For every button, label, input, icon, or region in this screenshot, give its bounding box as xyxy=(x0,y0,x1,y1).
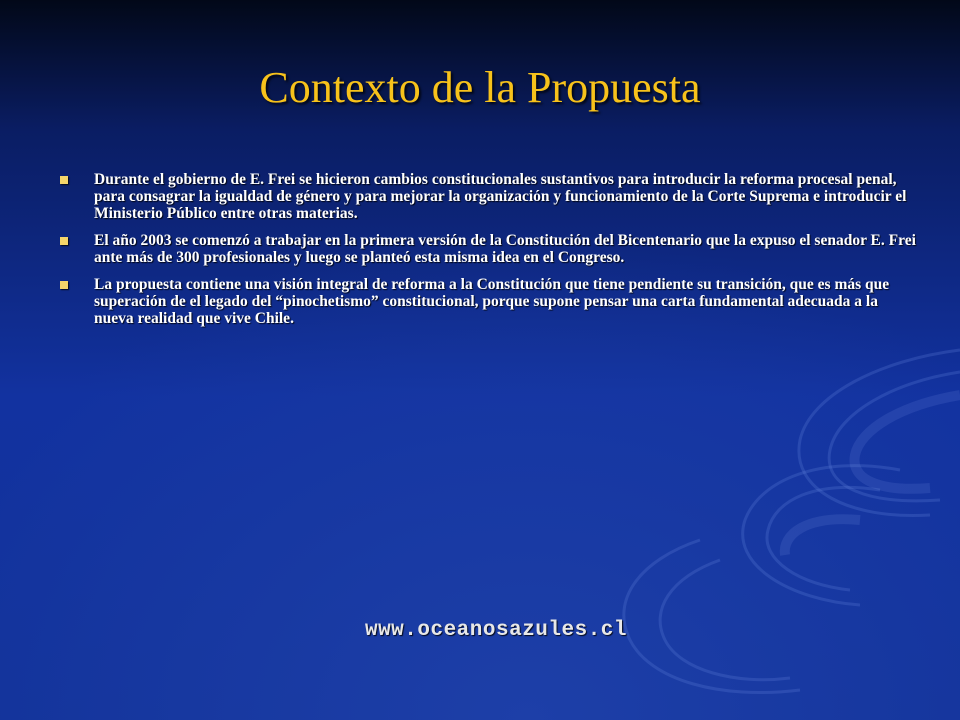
square-bullet-icon xyxy=(60,176,68,184)
square-bullet-icon xyxy=(60,237,68,245)
bullet-list xyxy=(58,171,918,337)
bullet-item xyxy=(58,276,918,327)
bullet-text: El año 2003 se comenzó a trabajar en la primera versión de la Constitución del Bicentenario que la expuso el senador E. Frei ante más de 300 profesionales y luego se planteó esta misma idea en el Congreso. xyxy=(94,232,916,266)
slide-title: Contexto de la Propuesta xyxy=(259,63,701,112)
bullet-item xyxy=(58,232,918,266)
square-bullet-icon xyxy=(60,281,68,289)
bullet-text: La propuesta contiene una visión integral de reforma a la Constitución que tiene pendiente su transición, que es más que superación de el legado del “pinochetismo” constitucional, porque supone pensar una carta fundamental adecuada a la nueva realidad que vive Chile. xyxy=(94,276,890,327)
bullet-text: Durante el gobierno de E. Frei se hicieron cambios constitucionales sustantivos para introducir la reforma procesal penal, para consagrar la igualdad de género y para mejorar la organización y funcionamiento de la Corte Suprema e introducir el Ministerio Público entre otras materias. xyxy=(94,171,907,222)
bullet-item xyxy=(58,171,918,222)
footer-website-url: www.oceanosazules.cl xyxy=(364,619,628,642)
